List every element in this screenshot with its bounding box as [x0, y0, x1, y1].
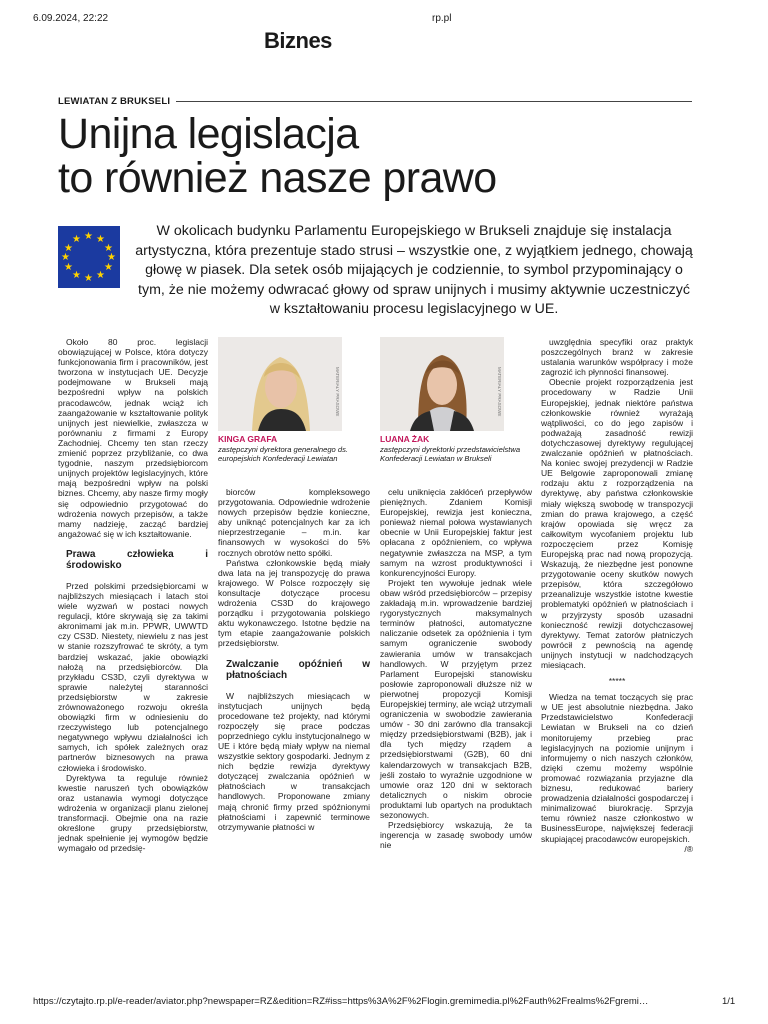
paragraph: W najbliższych miesiącach w instytucjach unijnych będą procedowane też projekty, nad którymi rozpoczęły się prace podczas poprzedniego cyklu instytucjonalnego w UE i które będą miały wpływ na niemal wszystkie sektory gospodarki. Jednym z nich będzie rewizja dyrektywy dotyczącej zwalczania opóźnień w płatnościach w transakcjach handlowych. Proponowane zmiany mają chronić firmy przed spóźnionymi płatnościami i zapewnić terminowe otrzymywanie płatności w [218, 690, 370, 832]
print-url: https://czytajto.rp.pl/e-reader/aviator.php?newspaper=RZ&edition=RZ#iss=https%3A%2F%2Flogin.gremimedia.pl%2Fauth%2Frealms%2Fgremi… [33, 996, 649, 1007]
end-mark: /® [684, 843, 693, 854]
photo-credit: MATERIAŁY PRASOWE [497, 367, 502, 417]
subheading: Prawa człowieka i środowisko [66, 548, 208, 571]
headline-line-1: Unijna legislacja [58, 110, 359, 158]
photo-credit: MATERIAŁY PRASOWE [335, 367, 340, 417]
headline-line-2: to również nasze prawo [58, 154, 497, 202]
paragraph: Projekt ten wywołuje jednak wiele obaw wśród przedsiębiorców – przepisy zakładają m.in. wprowadzenie bardziej rygorystycznych maksymalnych terminów płatności, automatyczne naliczanie odsetek za opóźnienia i tym samym ograniczenie swobody zawierania umów w transakcjach handlowych. W przyjętym przez Parlament Europejski stanowisku posłowie zaproponowali dłuższe niż w pierwotnej propozycji Komisji Europejskiej terminy, ale wciąż utrzymali ograniczenia w swobodzie zawierania umów - 30 dni zarówno dla transakcji między przedsiębiorstwami (B2B), jak i dla tych między rządem a przedsiębiorstwami (G2B), 60 dni kalendarzowych w transakcjach B2B, jeśli zostało to wyraźnie uzgodnione w umowie oraz 120 dni w sektorach detalicznych o niskim obrocie produktami lub opartych na produktach sezonowych. [380, 577, 532, 820]
paragraph: uwzględnia specyfiki oraz praktyk poszczególnych branż w zakresie ustalania warunków współpracy i może zagrozić ich płynności finansowej. [541, 337, 693, 378]
section-title: Biznes [264, 28, 332, 53]
print-page-number: 1/1 [722, 996, 736, 1007]
print-site: rp.pl [432, 13, 452, 24]
print-datetime: 6.09.2024, 22:22 [33, 13, 109, 24]
kicker: LEWIATAN Z BRUKSELI [58, 96, 176, 107]
person-name: LUANA ŻAK [380, 434, 430, 444]
person-role: zastępczyni dyrektora generalnego ds. europejskich Konfederacji Lewiatan [218, 445, 349, 463]
portrait-photo-luana-zak [380, 337, 504, 431]
article-column-3 [380, 487, 532, 850]
paragraph: Obecnie projekt rozporządzenia jest procedowany w Radzie Unii Europejskiej, jednak niektóre państwa członkowskie również wyrażają wątpliwości, co do jego zapisów i podważają zasadność rewizji dotychczasowej dyrektywy regulującej zwalczanie opóźnień w płatnościach. Na koniec swojej prezydencji w Radzie UE Belgowie zaproponowali zmianę rodzaju aktu z rozporządzenia na dyrektywę, aby państwa członkowskie miały większą swobodę w transpozycji zmian do prawa krajowego, a część krajów opowiada się wręcz za całkowitym wycofaniem projektu lub rozpoczęciem przez Komisję Europejską prac nad nową propozycją. Wskazują, że niezbędne jest ponowne przygotowanie oceny skutków nowych przepisów, która szczegółowo przeanalizuje wszystkie istotne kwestie problematyki opóźnień w płatnościach i w przyjrzysty sposób uzasadni konieczność rewizji dotychczasowej dyrektywy. Temat zatorów płatniczych powrócił z pewnością na agendę unijnych instytucji w nadchodzących miesiącach. [541, 377, 693, 670]
lead-paragraph: W okolicach budynku Parlamentu Europejskiego w Brukseli znajduje się instalacja artystyczna, która prezentuje stado strusi – wszystkie one, z wyjątkiem jednego, chowają głowę w piasek. Dla setek osób mijających je codziennie, to symbol przypominający o tym, że nie możemy odwracać głowy od spraw unijnych i musimy aktywnie uczestniczyć w kształtowaniu procesu legislacyjnego w UE. [135, 223, 693, 318]
eu-flag-icon: ★ ★ ★ ★ ★ ★ ★ ★ ★ ★ ★ ★ [58, 226, 120, 288]
portrait-image [380, 337, 504, 431]
article-column-1 [58, 337, 208, 853]
section-separator: ***** [608, 676, 626, 687]
headline [58, 112, 698, 200]
person-name: KINGA GRAFA [218, 434, 278, 444]
person-role: zastępczyni dyrektorki przedstawicielstwa Konfederacji Lewiatan w Brukseli [380, 445, 521, 463]
paragraph: Dyrektywa ta reguluje również kwestie naruszeń tych obowiązków oraz ustanawia wymogi dotyczące wdrożenia w organizacji planu zielonej transformacji. Obejmie ona na razie określone grupy przedsiębiorstw, jednak spełnienie jej wymogów będzie wymagało od przedsię- [58, 772, 208, 854]
paragraph: celu uniknięcia zakłóceń przepływów pieniężnych. Zdaniem Komisji Europejskiej, rewizja jest konieczna, ponieważ niemal połowa wystawianych obecnie w Unii Europejskiej faktur jest opłacana z opóźnieniem, co wpływa negatywnie zwłaszcza na MSP, a tym samym na wzrost produktywności i konkurencyjności Europy. [380, 487, 532, 578]
portrait-image [218, 337, 342, 431]
paragraph: Około 80 proc. legislacji obowiązującej w Polsce, która dotyczy funkcjonowania firm i pracowników, jest tworzona w instytucjach UE. Decyzje podejmowane w Brukseli mają bezpośredni wpływ na polskich pracodawców, jednak wciąż ich zaangażowanie w kształtowanie polityk unijnych jest niewielkie, zwłaszcza w porównaniu z firmami z Europy Zachodniej. Chcemy ten stan rzeczy zmienić poprzez przybliżanie, co dwa tygodnie, naszym przedsiębiorcom unijnych projektów legislacyjnych, które mają bezpośredni wpływ na polski biznes. Chcemy, aby nasze firmy mogły się odpowiednio przygotować do wdrożenia nowych przepisów, a także mamy nadzieję, zacząć bardziej angażować się w ich kształtowanie. [58, 337, 208, 539]
article-column-4 [541, 337, 693, 854]
paragraph: Państwa członkowskie będą miały dwa lata na jej transpozycję do prawa krajowego. W Polsce rozpoczęły się konsultacje dotyczące procesu wdrożenia CS3D do krajowego porządku i przygotowania polskiego aktu wykonawczego. Istotne będzie na tym etapie zaangażowanie polskich przedsiębiorstw. [218, 557, 370, 649]
portrait-photo-kinga-grafa [218, 337, 342, 431]
paragraph: Przed polskimi przedsiębiorcami w najbliższych miesiącach i latach stoi wiele wyzwań w postaci nowych regulacji, które skrywają się za takimi akronimami jak m.in. PPWR, UWWTD czy CS3D. Niestety, niewielu z nas jest w stanie rozszyfrować te skróty, a tym bardziej wskazać, jakie obowiązki nałożą na przedsiębiorców. Dla przykładu CS3D, czyli dyrektywa w sprawie należytej staranności przedsiębiorstw w zakresie zrównoważonego rozwoju określa obowiązki firm w odniesieniu do rzeczywistego lub potencjalnego negatywnego wpływu działalności ich samych, ich spółek zależnych oraz partnerów biznesowych na prawa człowieka i środowisko. [58, 580, 208, 773]
paragraph: Przedsiębiorcy wskazują, że ta ingerencja w zasadę swobody umów nie [380, 820, 532, 851]
subheading: Zwalczanie opóźnień w płatnościach [226, 658, 370, 681]
paragraph: biorców kompleksowego przygotowania. Odpowiednie wdrożenie nowych przepisów będzie konieczne, aby uniknąć potencjalnych kar za ich nieprzestrzeganie – m.in. kar finansowych w wysokości do 5% rocznych obrotów netto spółki. [218, 487, 370, 558]
article-column-2 [218, 487, 370, 832]
paragraph: Wiedza na temat toczących się prac w UE jest absolutnie niezbędna. Jako Przedstawicielstwo Konfederacji Lewiatan w Brukseli na co dzień monitorujemy przebieg prac legislacyjnych na poziomie unijnym i informujemy o nich naszych członków, dzięki czemu możemy wspólnie promować rozwiązania przyjazne dla biznesu, redukować bariery prowadzenia działalności gospodarczej i minimalizować biurokrację. Sprzyja temu również nasze członkostwo w BusinessEurope, największej federacji skupiającej pracodawców europejskich. [541, 692, 693, 844]
